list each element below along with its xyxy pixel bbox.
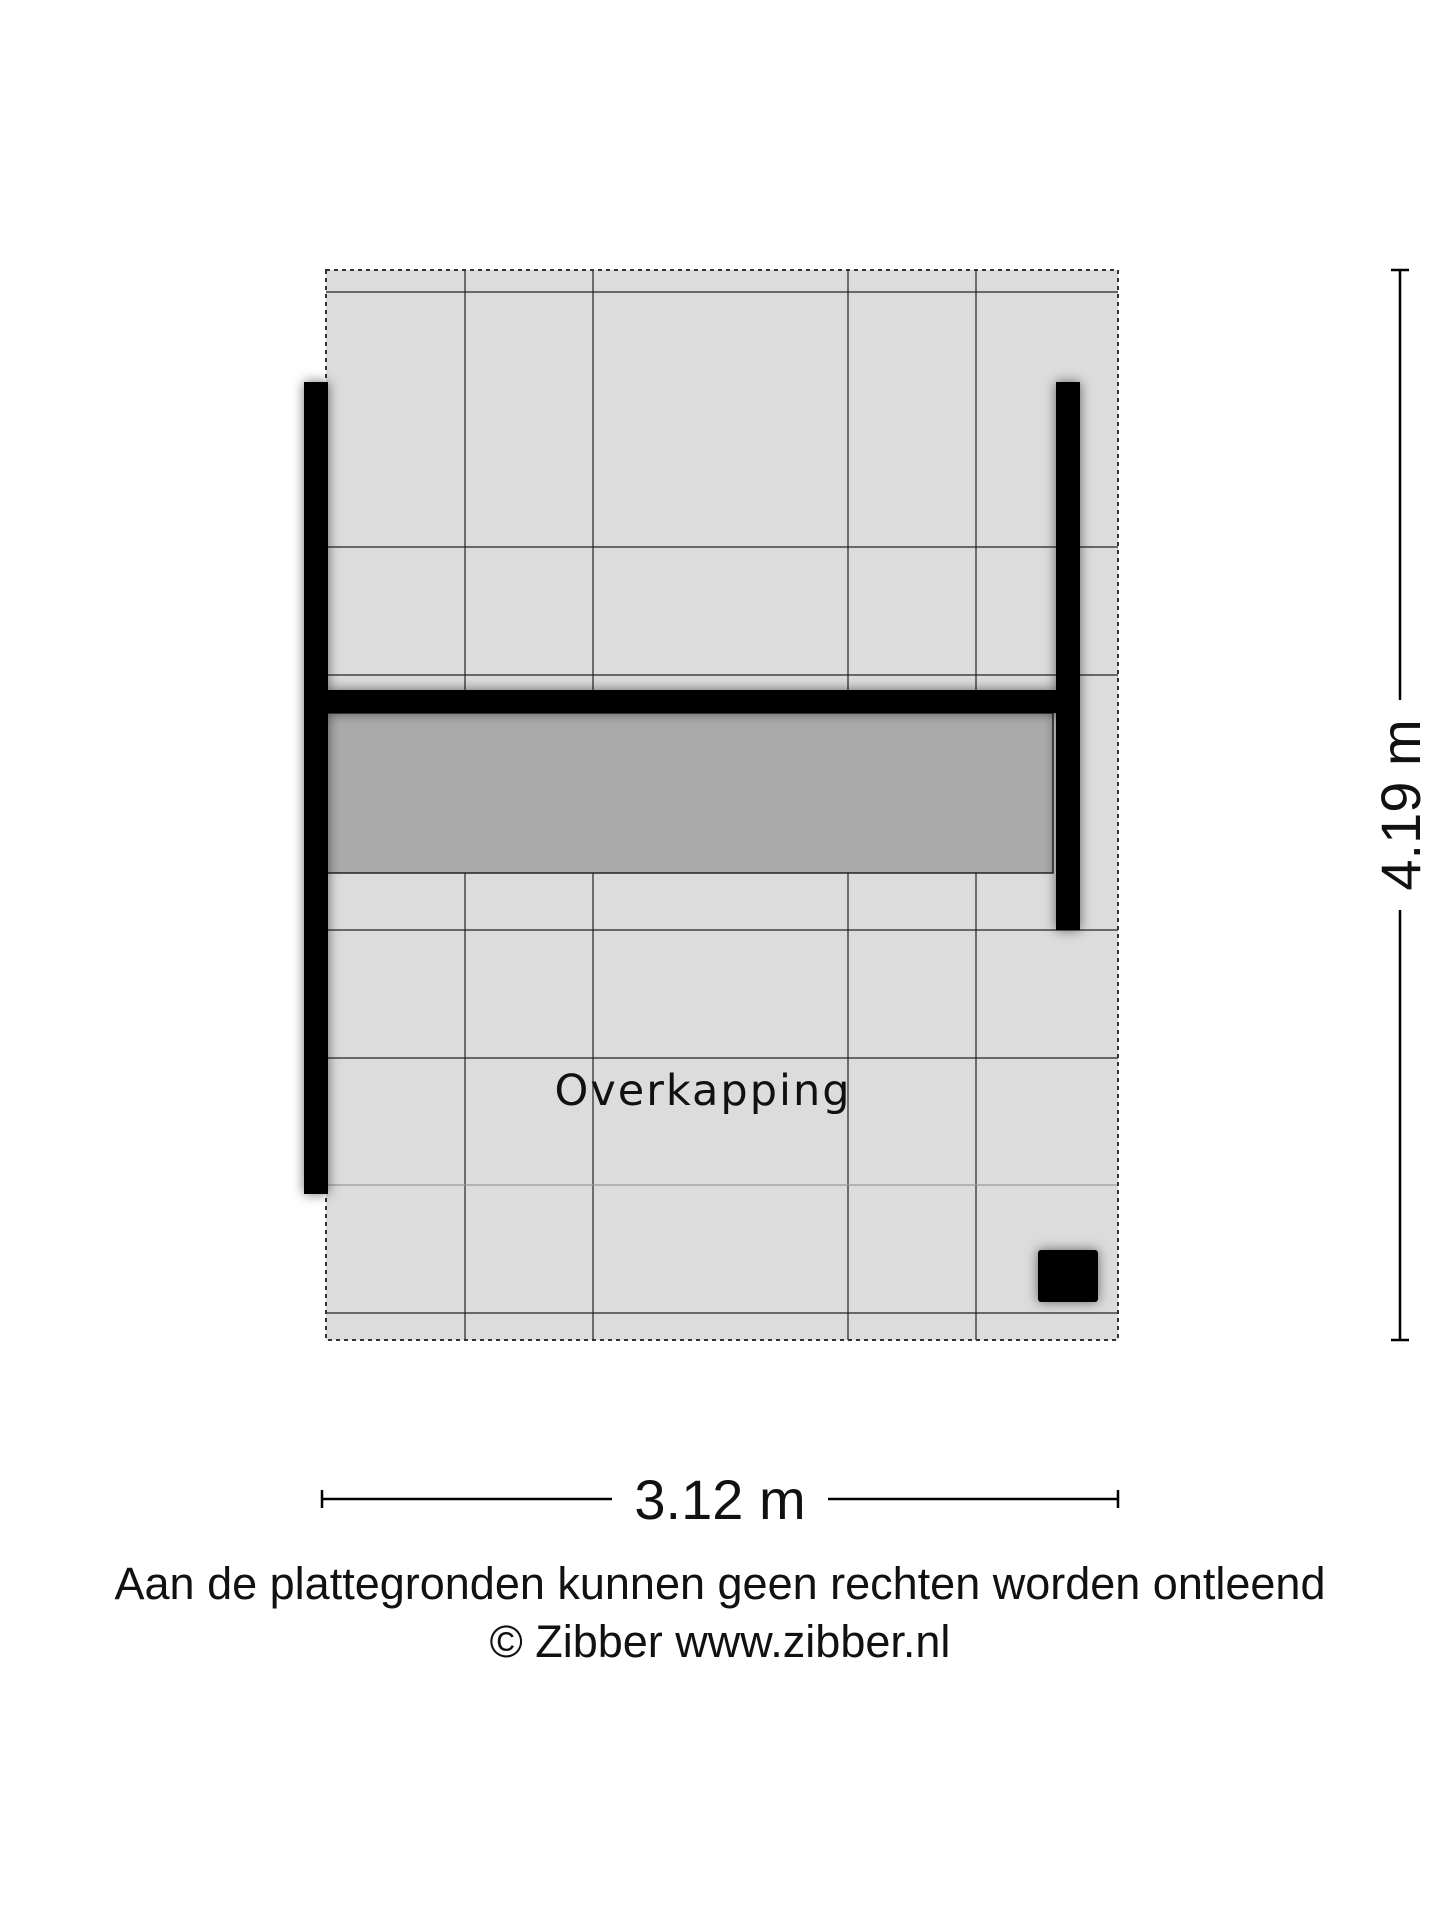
roof-beam [327,713,1053,873]
cross-wall [326,690,1060,713]
height-label: 4.19 m [1369,719,1432,891]
right-wall [1056,382,1080,930]
column [1038,1250,1098,1302]
copyright-text: © Zibber www.zibber.nl [489,1616,951,1667]
width-label: 3.12 m [634,1468,806,1531]
disclaimer-text: Aan de plattegronden kunnen geen rechten worden ontleend [114,1558,1326,1609]
room-label: Overkapping [554,1066,852,1116]
left-wall [304,382,328,1194]
